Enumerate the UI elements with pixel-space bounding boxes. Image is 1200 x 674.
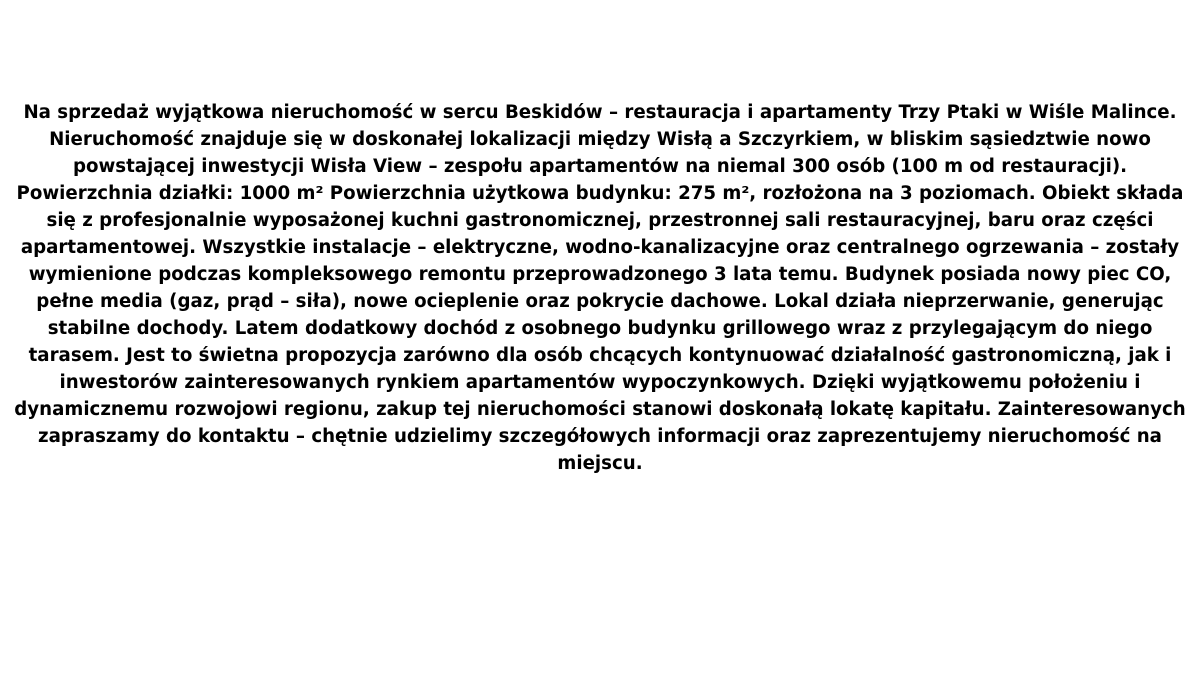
property-description: Na sprzedaż wyjątkowa nieruchomość w sercu Beskidów – restauracja i apartamenty Trzy Ptaki w Wiśle Malince. Nieruchomość znajduje się w doskonałej lokalizacji między Wisłą a Szczyrkiem, w bliskim sąsiedztwie nowo powstającej inwestycji Wisła View – zespołu apartamentów na niemal 300 osób (100 m od restauracji). Powierzchnia działki: 1000 m² Powierzchnia użytkowa budynku: 275 m², rozłożona na 3 poziomach. Obiekt składa się z profesjonalnie wyposażonej kuchni gastronomicznej, przestronnej sali restauracyjnej, baru oraz części apartamentowej. Wszystkie instalacje – elektryczne, wodno-kanalizacyjne oraz centralnego ogrzewania – zostały wymienione podczas kompleksowego remontu przeprowadzonego 3 lata temu. Budynek posiada nowy piec CO, pełne media (gaz, prąd – siła), nowe ocieplenie oraz pokrycie dachowe. Lokal działa nieprzerwanie, generując stabilne dochody. Latem dodatkowy dochód z osobnego budynku grillowego wraz z przylegającym do niego tarasem. Jest to świetna propozycja zarówno dla osób chcących kontynuować działalność gastronomiczną, jak i inwestorów zainteresowanych rynkiem apartamentów wypoczynkowych. Dzięki wyjątkowemu położeniu i dynamicznemu rozwojowi regionu, zakup tej nieruchomości stanowi doskonałą lokatę kapitału. Zainteresowanych zapraszamy do kontaktu – chętnie udzielimy szczegółowych informacji oraz zaprezentujemy nieruchomość na miejscu. xyxy=(14,102,1186,474)
